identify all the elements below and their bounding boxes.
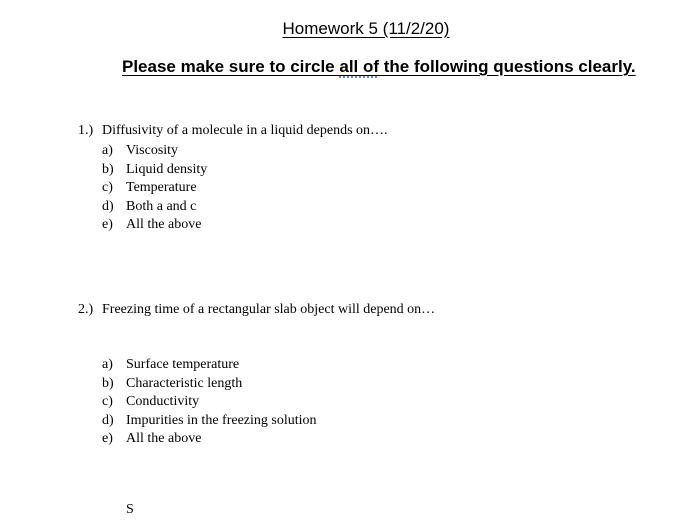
option-item (102, 430, 317, 449)
option-letter: c) (102, 394, 113, 409)
option-item (102, 142, 207, 161)
instruction-text-marked: all of (339, 57, 380, 76)
option-letter: d) (102, 412, 114, 428)
option-item (102, 393, 317, 412)
option-letter: a) (102, 143, 113, 158)
option-text: Characteristic length (126, 375, 243, 391)
option-item (102, 161, 207, 180)
option-letter: e) (102, 431, 113, 446)
option-text: Surface temperature (126, 357, 240, 372)
option-text: Viscosity (126, 143, 179, 158)
option-text: All the above (126, 431, 202, 446)
option-text: Impurities in the freezing solution (126, 412, 317, 428)
question-2-options (102, 356, 317, 449)
option-letter: d) (102, 198, 114, 214)
instruction-line (122, 57, 636, 77)
question-1-options (102, 142, 207, 235)
question-number: 2.) (78, 302, 94, 317)
option-letter: c) (102, 180, 113, 195)
question-text: Freezing time of a rectangular slab object will depend on… (102, 302, 436, 317)
instruction-text-start: Please make sure to circle (122, 57, 340, 76)
option-item (102, 198, 207, 217)
document-title: Homework 5 (11/2/20) (282, 19, 450, 38)
option-letter: e) (102, 217, 113, 232)
instruction-text-end: the following questions clearly. (379, 57, 636, 76)
question-1 (78, 123, 388, 139)
option-letter: b) (102, 161, 114, 177)
question-text: Diffusivity of a molecule in a liquid depends on…. (102, 123, 388, 138)
option-item (102, 412, 317, 431)
option-text: All the above (126, 217, 202, 232)
option-text: Both a and c (126, 198, 197, 214)
option-letter: b) (102, 375, 114, 391)
option-item (102, 216, 207, 235)
option-item (102, 375, 317, 394)
option-text: Liquid density (126, 161, 208, 177)
option-letter: a) (102, 357, 113, 372)
option-text: Conductivity (126, 394, 200, 409)
option-text: Temperature (126, 180, 197, 195)
question-2 (78, 302, 435, 318)
option-item (102, 356, 317, 375)
option-item (102, 179, 207, 198)
trailing-text: S (126, 502, 134, 517)
question-number: 1.) (78, 123, 94, 138)
